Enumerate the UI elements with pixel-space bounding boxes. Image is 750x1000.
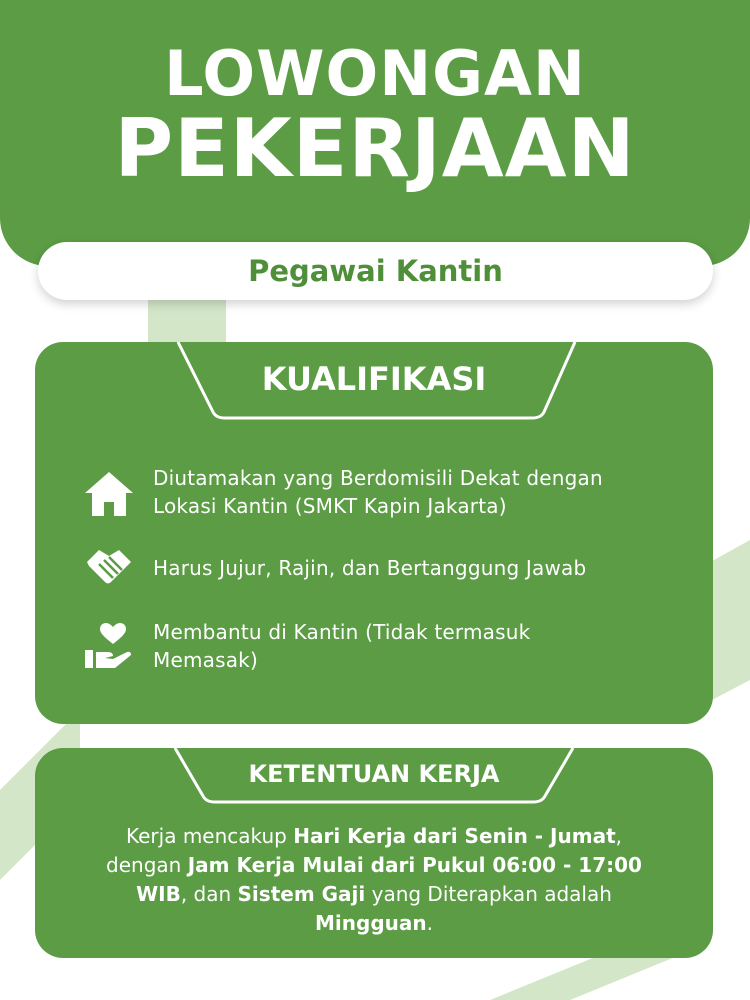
terms-highlight: Hari Kerja dari Senin - Jumat [293, 824, 616, 848]
qualification-line: Diutamakan yang Berdomisili Dekat dengan [153, 466, 603, 490]
house-icon [83, 468, 135, 520]
handshake-icon [83, 540, 135, 592]
terms-text: . [426, 911, 433, 935]
position-title: Pegawai Kantin [248, 254, 503, 288]
qualification-line: Harus Jujur, Rajin, dan Bertanggung Jawab [153, 556, 587, 580]
terms-description [55, 822, 693, 938]
terms-heading: KETENTUAN KERJA [248, 760, 500, 788]
qualification-line: Membantu di Kantin (Tidak termasuk [153, 620, 531, 644]
terms-text: dengan [106, 853, 188, 877]
title-line2: PEKERJAAN [114, 102, 636, 195]
header-banner [0, 0, 750, 266]
qualifications-card [35, 342, 713, 724]
terms-highlight: Mingguan [315, 911, 427, 935]
title-line1: LOWONGAN [164, 37, 586, 110]
qualification-line: Memasak) [153, 648, 258, 672]
terms-highlight: WIB [136, 882, 181, 906]
terms-text: yang Diterapkan adalah [365, 882, 612, 906]
terms-card [35, 748, 713, 958]
terms-highlight: Jam Kerja Mulai dari Pukul 06:00 - 17:00 [187, 853, 642, 877]
terms-text: , dan [180, 882, 238, 906]
hand-heart-icon [83, 620, 135, 672]
terms-text: Kerja mencakup [126, 824, 294, 848]
position-pill [38, 242, 713, 300]
qualifications-heading: KUALIFIKASI [261, 360, 487, 398]
qualification-line: Lokasi Kantin (SMKT Kapin Jakarta) [153, 494, 507, 518]
terms-text: , [615, 824, 622, 848]
terms-highlight: Sistem Gaji [237, 882, 366, 906]
